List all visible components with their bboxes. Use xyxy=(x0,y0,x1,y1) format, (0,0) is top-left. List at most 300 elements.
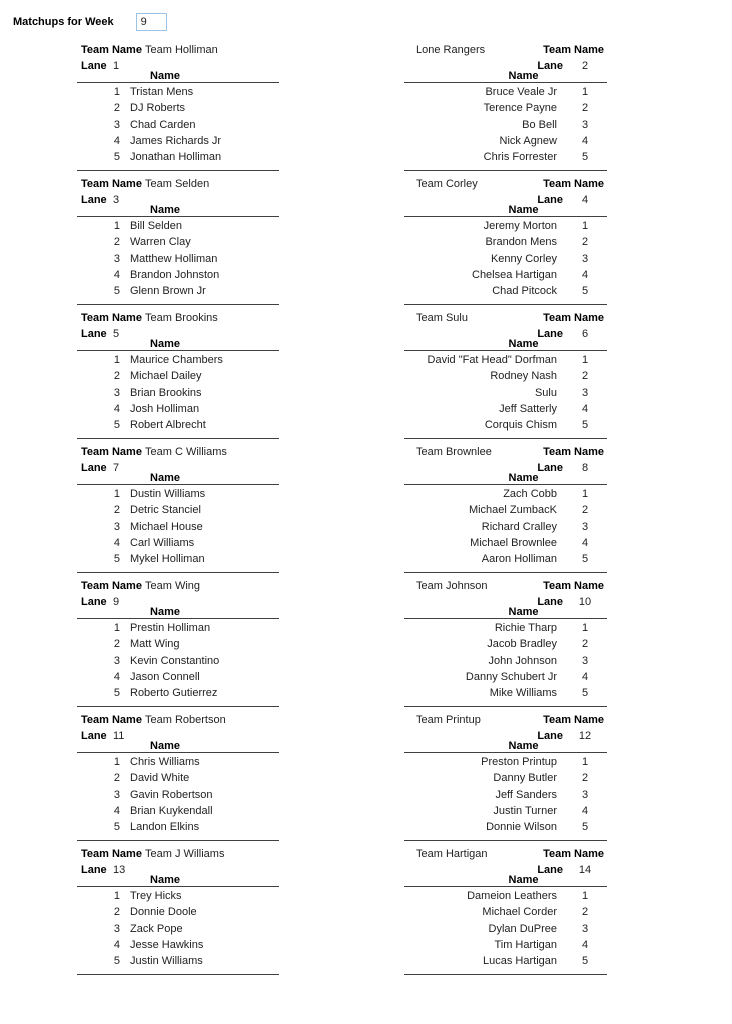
panel-divider xyxy=(404,170,607,171)
player-position: 4 xyxy=(113,670,120,683)
player-position: 4 xyxy=(113,134,120,147)
player-name: Brandon Johnston xyxy=(130,268,220,281)
player-name: Chad Carden xyxy=(130,118,196,131)
name-column-header: Name xyxy=(404,208,607,217)
name-column-header: Name xyxy=(77,74,279,83)
player-name: Donnie Doole xyxy=(130,906,197,919)
panel-divider xyxy=(77,840,279,841)
player-row xyxy=(77,417,279,433)
player-position: 2 xyxy=(581,772,589,785)
player-row xyxy=(77,234,279,250)
lane-number: 1 xyxy=(113,60,120,72)
player-row xyxy=(77,401,279,417)
name-column-header: Name xyxy=(77,476,279,485)
player-row xyxy=(404,84,607,100)
player-position: 5 xyxy=(581,553,589,566)
home-team-panel xyxy=(77,444,279,573)
panel-divider xyxy=(77,572,279,573)
player-name: Matt Wing xyxy=(130,638,180,651)
player-row xyxy=(404,417,607,433)
player-list xyxy=(404,619,607,701)
player-position: 1 xyxy=(581,756,589,768)
player-name: Dameion Leathers xyxy=(467,890,557,902)
player-row xyxy=(77,486,279,502)
team-name-label: Team Name xyxy=(81,714,142,726)
player-name: Donnie Wilson xyxy=(486,821,557,834)
player-name: Roberto Gutierrez xyxy=(130,687,218,700)
team-name-label: Team Name xyxy=(81,312,142,324)
sheet-header xyxy=(13,13,167,31)
lane-label: Lane xyxy=(81,462,107,474)
player-row xyxy=(404,368,607,384)
player-position: 4 xyxy=(113,268,120,281)
lane-label: Lane xyxy=(537,462,563,474)
player-name: Sulu xyxy=(534,386,557,399)
panel-divider xyxy=(404,572,607,573)
away-team-panel xyxy=(404,578,607,707)
name-column-header: Name xyxy=(404,610,607,619)
player-list xyxy=(77,83,279,165)
player-row xyxy=(404,888,607,904)
home-team-panel xyxy=(77,310,279,439)
matchups-list xyxy=(0,42,607,980)
player-position: 4 xyxy=(581,536,589,549)
player-row xyxy=(404,937,607,953)
lane-label: Lane xyxy=(537,596,563,608)
player-row xyxy=(77,100,279,116)
player-list xyxy=(404,485,607,567)
home-team-panel xyxy=(77,712,279,841)
lane-label: Lane xyxy=(537,730,563,742)
player-position: 2 xyxy=(113,772,120,785)
player-name: Robert Albrecht xyxy=(130,419,206,432)
team-name-value: Team Hartigan xyxy=(416,848,488,860)
team-name-value: Lone Rangers xyxy=(416,44,486,56)
lane-label: Lane xyxy=(537,194,563,206)
lane-number: 2 xyxy=(581,60,589,72)
player-position: 4 xyxy=(581,938,589,951)
player-row xyxy=(77,953,279,969)
name-column-header: Name xyxy=(404,74,607,83)
player-name: Chad Pitcock xyxy=(492,285,557,298)
player-name: Lucas Hartigan xyxy=(483,955,557,968)
player-name: Rodney Nash xyxy=(490,370,557,383)
player-position: 1 xyxy=(113,354,120,366)
team-name-label: Team Name xyxy=(543,312,604,324)
player-name: Michael ZumbacK xyxy=(468,504,557,517)
player-name: Tim Hartigan xyxy=(494,938,557,951)
panel-divider xyxy=(77,974,279,975)
player-name: Mykel Holliman xyxy=(130,553,205,566)
player-row xyxy=(404,754,607,770)
team-name-label: Team Name xyxy=(543,714,604,726)
player-position: 4 xyxy=(581,804,589,817)
player-name: Michael Brownlee xyxy=(470,536,557,549)
player-position: 3 xyxy=(113,922,120,935)
player-name: Bruce Veale Jr xyxy=(485,86,557,98)
player-row xyxy=(77,283,279,299)
team-name-label: Team Name xyxy=(81,44,142,56)
player-position: 5 xyxy=(581,419,589,432)
player-row xyxy=(77,535,279,551)
player-name: Aaron Holliman xyxy=(481,553,557,566)
team-name-label: Team Name xyxy=(81,580,142,592)
team-name-value: Team Brownlee xyxy=(416,446,492,458)
lane-label: Lane xyxy=(81,194,107,206)
player-name: Warren Clay xyxy=(130,236,191,249)
player-name: Gavin Robertson xyxy=(130,788,213,801)
player-position: 1 xyxy=(581,86,589,98)
player-name: Kevin Constantino xyxy=(130,654,220,667)
player-row xyxy=(404,267,607,283)
player-row xyxy=(404,218,607,234)
player-position: 3 xyxy=(581,922,589,935)
player-name: Brian Kuykendall xyxy=(130,804,213,817)
player-name: John Johnson xyxy=(488,654,557,667)
team-name-label: Team Name xyxy=(81,848,142,860)
name-column-header: Name xyxy=(77,744,279,753)
player-position: 3 xyxy=(113,788,120,801)
name-column-header: Name xyxy=(404,342,607,351)
player-row xyxy=(404,234,607,250)
player-row xyxy=(77,803,279,819)
player-row xyxy=(404,620,607,636)
player-row xyxy=(77,787,279,803)
lane-number: 8 xyxy=(581,462,589,474)
away-team-panel xyxy=(404,310,607,439)
player-position: 5 xyxy=(113,955,120,968)
player-position: 2 xyxy=(113,906,120,919)
team-name-value: Team Robertson xyxy=(145,714,226,726)
player-position: 5 xyxy=(113,553,120,566)
player-row xyxy=(404,653,607,669)
player-position: 2 xyxy=(113,236,120,249)
panel-divider xyxy=(404,304,607,305)
player-list xyxy=(77,217,279,299)
player-name: Zach Cobb xyxy=(503,488,557,500)
player-row xyxy=(404,803,607,819)
player-row xyxy=(404,117,607,133)
team-name-label: Team Name xyxy=(81,446,142,458)
player-row xyxy=(77,218,279,234)
lane-number: 6 xyxy=(581,328,589,340)
player-position: 1 xyxy=(113,488,120,500)
lane-number: 3 xyxy=(113,194,120,206)
player-position: 2 xyxy=(113,638,120,651)
team-name-label: Team Name xyxy=(81,178,142,190)
player-name: Danny Butler xyxy=(493,772,557,785)
team-name-value: Team Sulu xyxy=(416,312,468,324)
lane-number: 14 xyxy=(578,864,592,876)
player-name: Preston Printup xyxy=(481,756,557,768)
player-name: Jason Connell xyxy=(130,670,200,683)
player-position: 5 xyxy=(581,151,589,164)
player-name: Jeremy Morton xyxy=(483,220,557,232)
panel-divider xyxy=(77,706,279,707)
panel-divider xyxy=(404,840,607,841)
player-position: 3 xyxy=(581,520,589,533)
name-column-header: Name xyxy=(77,342,279,351)
player-row xyxy=(404,904,607,920)
player-position: 4 xyxy=(581,134,589,147)
player-row xyxy=(77,685,279,701)
page-title: Matchups for Week xyxy=(13,15,114,28)
player-position: 2 xyxy=(581,236,589,249)
player-row xyxy=(404,149,607,165)
player-list xyxy=(77,619,279,701)
team-name-value: Team Selden xyxy=(145,178,210,190)
player-position: 4 xyxy=(113,938,120,951)
player-position: 4 xyxy=(113,536,120,549)
name-column-header: Name xyxy=(77,208,279,217)
player-row xyxy=(77,921,279,937)
player-position: 5 xyxy=(113,687,120,700)
player-name: Danny Schubert Jr xyxy=(465,670,557,683)
player-position: 1 xyxy=(581,488,589,500)
player-row xyxy=(404,401,607,417)
lane-label: Lane xyxy=(537,60,563,72)
player-list xyxy=(404,217,607,299)
player-list xyxy=(77,485,279,567)
player-name: Maurice Chambers xyxy=(130,354,223,366)
player-name: Michael Dailey xyxy=(130,370,202,383)
team-name-value: Team Printup xyxy=(416,714,481,726)
panel-divider xyxy=(404,974,607,975)
player-position: 3 xyxy=(581,252,589,265)
player-row xyxy=(77,653,279,669)
player-row xyxy=(404,535,607,551)
player-row xyxy=(404,385,607,401)
player-position: 2 xyxy=(581,504,589,517)
player-position: 5 xyxy=(113,151,120,164)
lane-number: 5 xyxy=(113,328,120,340)
player-name: Jonathan Holliman xyxy=(130,151,222,164)
player-name: Chelsea Hartigan xyxy=(472,268,557,281)
player-position: 4 xyxy=(581,670,589,683)
home-team-panel xyxy=(77,846,279,975)
lane-number: 4 xyxy=(581,194,589,206)
player-position: 4 xyxy=(581,402,589,415)
player-position: 1 xyxy=(113,890,120,902)
player-position: 5 xyxy=(581,687,589,700)
player-row xyxy=(404,921,607,937)
player-row xyxy=(77,352,279,368)
player-row xyxy=(404,551,607,567)
player-position: 2 xyxy=(581,638,589,651)
player-name: Glenn Brown Jr xyxy=(130,285,206,298)
player-position: 1 xyxy=(113,756,120,768)
player-position: 3 xyxy=(113,386,120,399)
player-position: 4 xyxy=(113,804,120,817)
player-position: 2 xyxy=(581,906,589,919)
team-name-label: Team Name xyxy=(543,178,604,190)
lane-label: Lane xyxy=(81,864,107,876)
team-name-label: Team Name xyxy=(543,580,604,592)
player-row xyxy=(77,888,279,904)
name-column-header: Name xyxy=(404,744,607,753)
team-name-value: Team C Williams xyxy=(145,446,227,458)
home-team-panel xyxy=(77,176,279,305)
player-name: Corquis Chism xyxy=(484,419,557,432)
player-list xyxy=(77,887,279,969)
player-list xyxy=(404,887,607,969)
lane-number: 13 xyxy=(113,864,126,876)
player-position: 5 xyxy=(113,419,120,432)
player-name: Bill Selden xyxy=(130,220,182,232)
away-team-panel xyxy=(404,712,607,841)
lane-number: 11 xyxy=(113,730,125,742)
lane-label: Lane xyxy=(81,60,107,72)
player-position: 3 xyxy=(581,386,589,399)
player-row xyxy=(77,754,279,770)
player-row xyxy=(77,385,279,401)
player-position: 3 xyxy=(581,788,589,801)
player-name: Chris Forrester xyxy=(483,151,557,164)
lane-number: 12 xyxy=(578,730,592,742)
lane-label: Lane xyxy=(81,328,107,340)
player-name: Brandon Mens xyxy=(485,236,557,249)
player-name: David "Fat Head" Dorfman xyxy=(427,354,557,366)
player-name: James Richards Jr xyxy=(130,134,222,147)
player-row xyxy=(77,551,279,567)
player-row xyxy=(77,149,279,165)
player-position: 2 xyxy=(581,102,589,115)
player-row xyxy=(77,267,279,283)
player-row xyxy=(404,133,607,149)
player-row xyxy=(77,620,279,636)
name-column-header: Name xyxy=(404,878,607,887)
player-position: 1 xyxy=(581,354,589,366)
player-position: 1 xyxy=(581,622,589,634)
player-row xyxy=(404,502,607,518)
player-name: Bo Bell xyxy=(522,118,557,131)
lane-number: 9 xyxy=(113,596,120,608)
player-name: Josh Holliman xyxy=(130,402,200,415)
matchup-row xyxy=(0,42,607,171)
home-team-panel xyxy=(77,42,279,171)
player-list xyxy=(404,753,607,835)
player-name: Chris Williams xyxy=(130,756,200,768)
player-name: Michael House xyxy=(130,520,203,533)
player-name: DJ Roberts xyxy=(130,102,186,115)
player-position: 4 xyxy=(113,402,120,415)
matchup-row xyxy=(0,712,607,841)
player-row xyxy=(77,133,279,149)
team-name-value: Team Corley xyxy=(416,178,478,190)
lane-label: Lane xyxy=(537,328,563,340)
player-position: 1 xyxy=(113,220,120,232)
player-position: 5 xyxy=(581,955,589,968)
player-row xyxy=(77,251,279,267)
player-row xyxy=(77,904,279,920)
player-row xyxy=(77,502,279,518)
player-list xyxy=(404,351,607,433)
player-row xyxy=(404,685,607,701)
home-team-panel xyxy=(77,578,279,707)
player-row xyxy=(404,770,607,786)
team-name-value: Team Johnson xyxy=(416,580,488,592)
player-position: 3 xyxy=(581,118,589,131)
team-name-value: Team J Williams xyxy=(145,848,225,860)
player-name: Terence Payne xyxy=(483,102,557,115)
player-position: 3 xyxy=(113,654,120,667)
name-column-header: Name xyxy=(404,476,607,485)
player-position: 1 xyxy=(113,86,120,98)
player-row xyxy=(404,819,607,835)
player-name: Nick Agnew xyxy=(499,134,557,147)
lane-number: 10 xyxy=(578,596,592,608)
player-row xyxy=(404,636,607,652)
player-row xyxy=(404,519,607,535)
player-position: 1 xyxy=(113,622,120,634)
player-row xyxy=(77,770,279,786)
player-position: 1 xyxy=(581,220,589,232)
player-row xyxy=(404,486,607,502)
panel-divider xyxy=(404,438,607,439)
player-row xyxy=(404,669,607,685)
player-name: Justin Turner xyxy=(493,804,557,817)
player-name: David White xyxy=(130,772,190,785)
player-name: Mike Williams xyxy=(489,687,557,700)
panel-divider xyxy=(404,706,607,707)
player-list xyxy=(404,83,607,165)
player-position: 1 xyxy=(581,890,589,902)
player-row xyxy=(77,819,279,835)
away-team-panel xyxy=(404,444,607,573)
player-row xyxy=(77,636,279,652)
matchup-row xyxy=(0,578,607,707)
player-name: Dustin Williams xyxy=(130,488,206,500)
player-row xyxy=(404,352,607,368)
player-list xyxy=(77,753,279,835)
lane-number: 7 xyxy=(113,462,120,474)
player-name: Michael Corder xyxy=(482,906,557,919)
player-name: Detric Stanciel xyxy=(130,504,201,517)
player-name: Brian Brookins xyxy=(130,386,202,399)
player-position: 5 xyxy=(581,821,589,834)
player-name: Landon Elkins xyxy=(130,821,200,834)
matchup-row xyxy=(0,176,607,305)
team-name-label: Team Name xyxy=(543,446,604,458)
week-number-input[interactable] xyxy=(136,13,167,31)
player-row xyxy=(404,953,607,969)
team-name-value: Team Wing xyxy=(145,580,201,592)
name-column-header: Name xyxy=(77,878,279,887)
player-row xyxy=(77,937,279,953)
player-position: 2 xyxy=(113,504,120,517)
player-row xyxy=(404,283,607,299)
player-row xyxy=(77,669,279,685)
player-name: Trey Hicks xyxy=(130,890,182,902)
panel-divider xyxy=(77,304,279,305)
lane-label: Lane xyxy=(81,730,107,742)
away-team-panel xyxy=(404,846,607,975)
matchup-row xyxy=(0,846,607,975)
player-row xyxy=(77,519,279,535)
player-row xyxy=(77,368,279,384)
player-name: Richie Tharp xyxy=(494,622,557,634)
team-name-value: Team Holliman xyxy=(145,44,218,56)
player-name: Jeff Sanders xyxy=(495,788,557,801)
player-name: Jesse Hawkins xyxy=(130,938,204,951)
team-name-label: Team Name xyxy=(543,848,604,860)
name-column-header: Name xyxy=(77,610,279,619)
player-row xyxy=(404,787,607,803)
panel-divider xyxy=(77,438,279,439)
player-row xyxy=(404,251,607,267)
player-position: 2 xyxy=(113,370,120,383)
away-team-panel xyxy=(404,42,607,171)
